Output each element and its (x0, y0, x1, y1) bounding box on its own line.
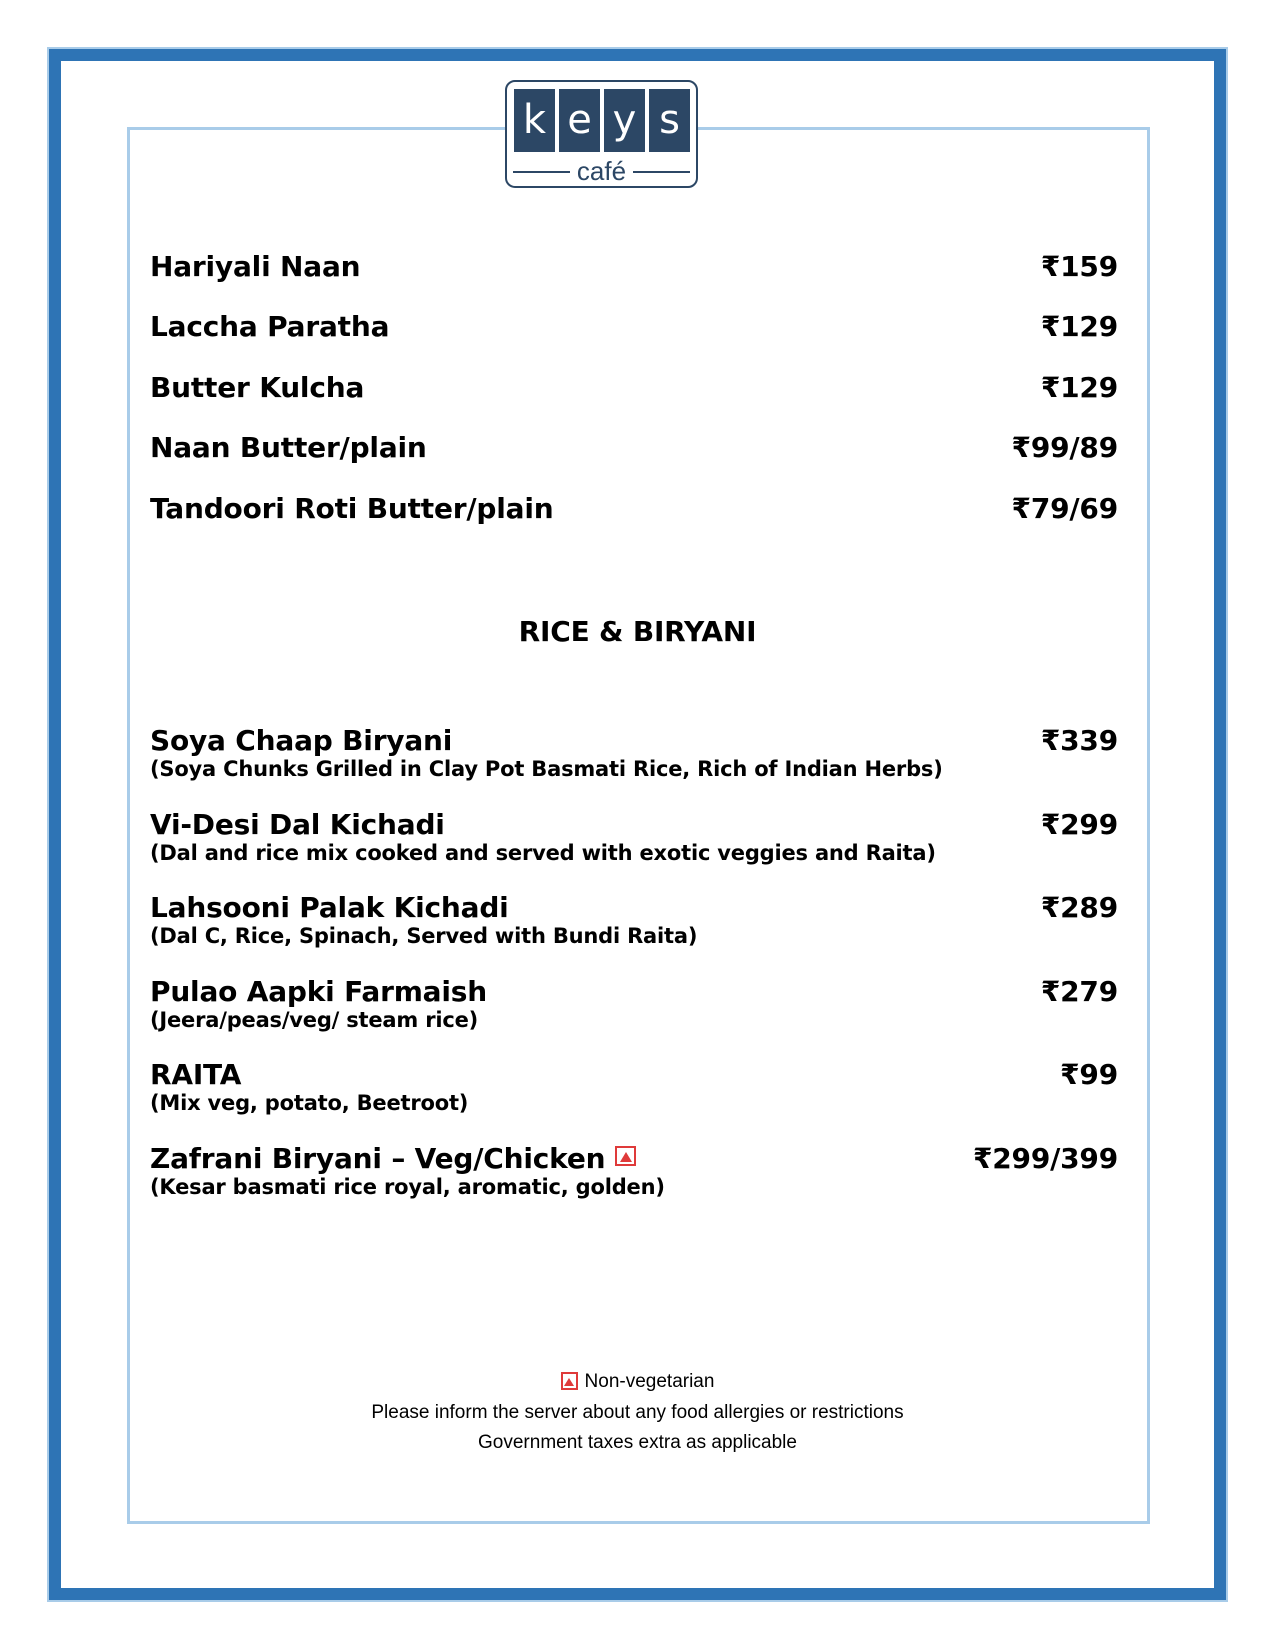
menu-item-block (150, 1060, 1118, 1144)
menu-item-price: ₹99 (1060, 1058, 1118, 1092)
menu-item-name-group (150, 1060, 241, 1090)
menu-item-row (150, 493, 1118, 553)
logo-cafe-text: café (576, 156, 627, 186)
menu-item-block (150, 893, 1118, 977)
menu-item-description: (Dal and rice mix cooked and served with exotic veggies and Raita) (150, 840, 936, 865)
menu-item-row (150, 1060, 1118, 1090)
menu-item-price: ₹159 (1040, 250, 1118, 283)
menu-item-price: ₹99/89 (1011, 431, 1118, 465)
menu-item-row (150, 311, 1118, 371)
menu-item-name: Laccha Paratha (150, 310, 390, 344)
menu-item-price: ₹129 (1040, 310, 1118, 344)
menu-item-description: (Mix veg, potato, Beetroot) (150, 1091, 469, 1116)
menu-item-price: ₹129 (1040, 370, 1118, 404)
rice-biryani-section (150, 726, 1118, 1228)
menu-item-price: ₹299 (1040, 807, 1118, 841)
menu-item-description: (Soya Chunks Grilled in Clay Pot Basmati Rice, Rich of Indian Herbs) (150, 757, 943, 781)
menu-item-row (150, 974, 1118, 1008)
non-veg-icon (615, 1146, 636, 1166)
non-veg-legend-line (0, 1367, 1275, 1398)
menu-item-block (150, 1141, 1118, 1228)
menu-item-name: Naan Butter/plain (150, 431, 427, 465)
menu-item-name-group (150, 974, 487, 1008)
menu-item-block (150, 807, 1118, 894)
allergy-note: Please inform the server about any food allergies or restrictions (371, 1401, 904, 1423)
breads-section (150, 251, 1118, 553)
menu-item-description: (Jeera/peas/veg/ steam rice) (150, 1007, 479, 1032)
non-veg-icon (561, 1372, 578, 1390)
logo-dash-left (513, 171, 570, 173)
menu-item-block (150, 726, 1118, 810)
menu-item-price: ₹79/69 (1011, 491, 1118, 525)
menu-item-name-group (150, 807, 445, 841)
logo-letter-tile: s (649, 89, 690, 152)
menu-item-name-group (150, 726, 452, 756)
menu-item-row (150, 1141, 1118, 1175)
menu-item-name-group (150, 1141, 636, 1175)
logo-letter-tile: e (559, 89, 600, 152)
logo-dash-right (633, 171, 690, 173)
menu-item-block (150, 974, 1118, 1061)
logo-letter-tile: y (604, 89, 645, 152)
menu-item-name: RAITA (150, 1058, 242, 1092)
menu-item-price: ₹299/399 (972, 1141, 1118, 1175)
menu-item-name-group (150, 893, 509, 923)
menu-item-row (150, 726, 1118, 756)
menu-item-name: Zafrani Biryani – Veg/Chicken (150, 1141, 606, 1175)
menu-item-price: ₹279 (1040, 974, 1118, 1008)
menu-item-row (150, 372, 1118, 432)
logo-cafe-row (507, 156, 696, 187)
menu-item-name: Tandoori Roti Butter/plain (150, 491, 554, 525)
menu-item-name: Vi-Desi Dal Kichadi (150, 807, 445, 841)
menu-item-name: Lahsooni Palak Kichadi (150, 891, 509, 925)
menu-item-name: Soya Chaap Biryani (150, 724, 453, 757)
menu-item-name: Hariyali Naan (150, 250, 361, 283)
tax-note: Government taxes extra as applicable (478, 1432, 797, 1453)
menu-item-row (150, 807, 1118, 841)
non-veg-legend-text: Non-vegetarian (584, 1371, 715, 1392)
menu-item-price: ₹339 (1040, 724, 1118, 757)
menu-item-name: Butter Kulcha (150, 370, 365, 404)
menu-item-row (150, 893, 1118, 923)
section-heading: RICE & BIRYANI (518, 615, 757, 648)
menu-item-row (150, 432, 1118, 492)
footer-notes (0, 1367, 1275, 1459)
logo-letter-tile: k (514, 89, 555, 152)
menu-item-description: (Kesar basmati rice royal, aromatic, golden) (150, 1174, 665, 1199)
logo-letter-boxes (507, 82, 696, 152)
menu-item-price: ₹289 (1040, 891, 1118, 925)
menu-item-name: Pulao Aapki Farmaish (150, 974, 487, 1008)
menu-item-description: (Dal C, Rice, Spinach, Served with Bundi Raita) (150, 924, 698, 949)
keys-cafe-logo (505, 80, 698, 188)
menu-item-row (150, 251, 1118, 311)
